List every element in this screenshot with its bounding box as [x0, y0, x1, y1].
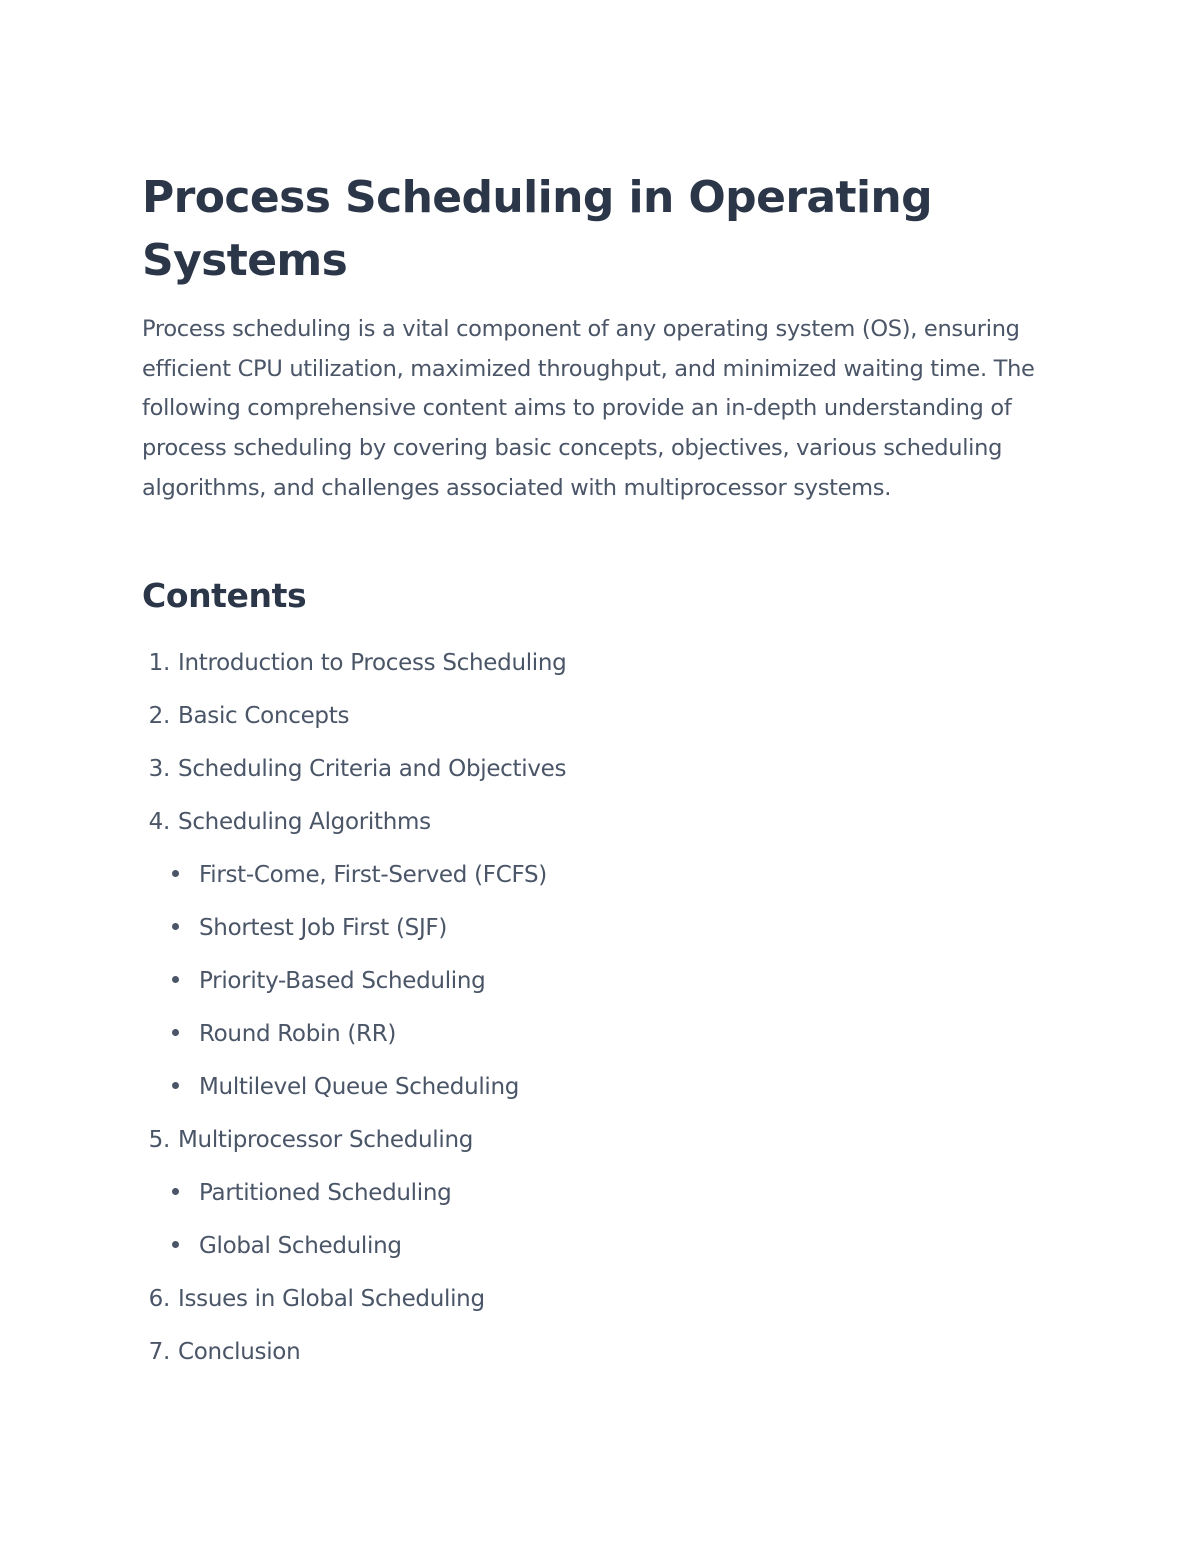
toc-item-label: Multiprocessor Scheduling: [178, 1127, 474, 1153]
contents-heading: Contents: [142, 576, 307, 615]
toc-item-number: 1.: [148, 650, 170, 676]
toc-item-number: 4.: [148, 809, 170, 835]
toc-item-number: 7.: [148, 1339, 170, 1365]
bullet-icon: [172, 1082, 179, 1089]
toc-subitem-label: First-Come, First-Served (FCFS): [199, 862, 547, 888]
toc-item-multiprocessor: [142, 1124, 473, 1156]
toc-subitem-multilevel: [170, 1071, 519, 1103]
toc-item-algorithms: [142, 806, 431, 838]
toc-item-label: Basic Concepts: [178, 703, 350, 729]
toc-subitem-label: Round Robin (RR): [199, 1021, 397, 1047]
toc-item-criteria: [142, 753, 566, 785]
toc-item-label: Scheduling Criteria and Objectives: [178, 756, 567, 782]
toc-item-number: 3.: [148, 756, 170, 782]
toc-item-label: Scheduling Algorithms: [178, 809, 431, 835]
toc-subitem-round-robin: [170, 1018, 396, 1050]
bullet-icon: [172, 870, 179, 877]
toc-item-label: Issues in Global Scheduling: [178, 1286, 485, 1312]
toc-item-label: Introduction to Process Scheduling: [178, 650, 567, 676]
toc-subitem-fcfs: [170, 859, 547, 891]
toc-subitem-priority: [170, 965, 485, 997]
page-title: Process Scheduling in Operating Systems: [142, 172, 933, 286]
toc-item-number: 5.: [148, 1127, 170, 1153]
toc-item-number: 2.: [148, 703, 170, 729]
toc-item-label: Conclusion: [178, 1339, 301, 1365]
toc-item-issues: [142, 1283, 485, 1315]
toc-item-basic-concepts: [142, 700, 349, 732]
bullet-icon: [172, 1029, 179, 1036]
toc-subitem-label: Shortest Job First (SJF): [199, 915, 448, 941]
toc-item-conclusion: [142, 1336, 300, 1368]
toc-subitem-label: Priority-Based Scheduling: [199, 968, 486, 994]
bullet-icon: [172, 976, 179, 983]
toc-subitem-label: Multilevel Queue Scheduling: [199, 1074, 520, 1100]
toc-item-introduction: [142, 647, 566, 679]
toc-subitem-partitioned: [170, 1177, 451, 1209]
toc-subitem-global: [170, 1230, 402, 1262]
toc-subitem-sjf: [170, 912, 447, 944]
toc-item-number: 6.: [148, 1286, 170, 1312]
toc-subitem-label: Partitioned Scheduling: [199, 1180, 452, 1206]
bullet-icon: [172, 1188, 179, 1195]
intro-paragraph: Process scheduling is a vital component of any operating system (OS), ensuring efficient CPU utilization, maximized throughput, and minimized waiting time. The following comprehensive content aims to provide an in-depth understanding of process scheduling by covering basic concepts, objectives, various scheduling algorithms, and challenges associated with multiprocessor systems.: [142, 316, 1035, 501]
toc-subitem-label: Global Scheduling: [199, 1233, 402, 1259]
bullet-icon: [172, 923, 179, 930]
bullet-icon: [172, 1241, 179, 1248]
